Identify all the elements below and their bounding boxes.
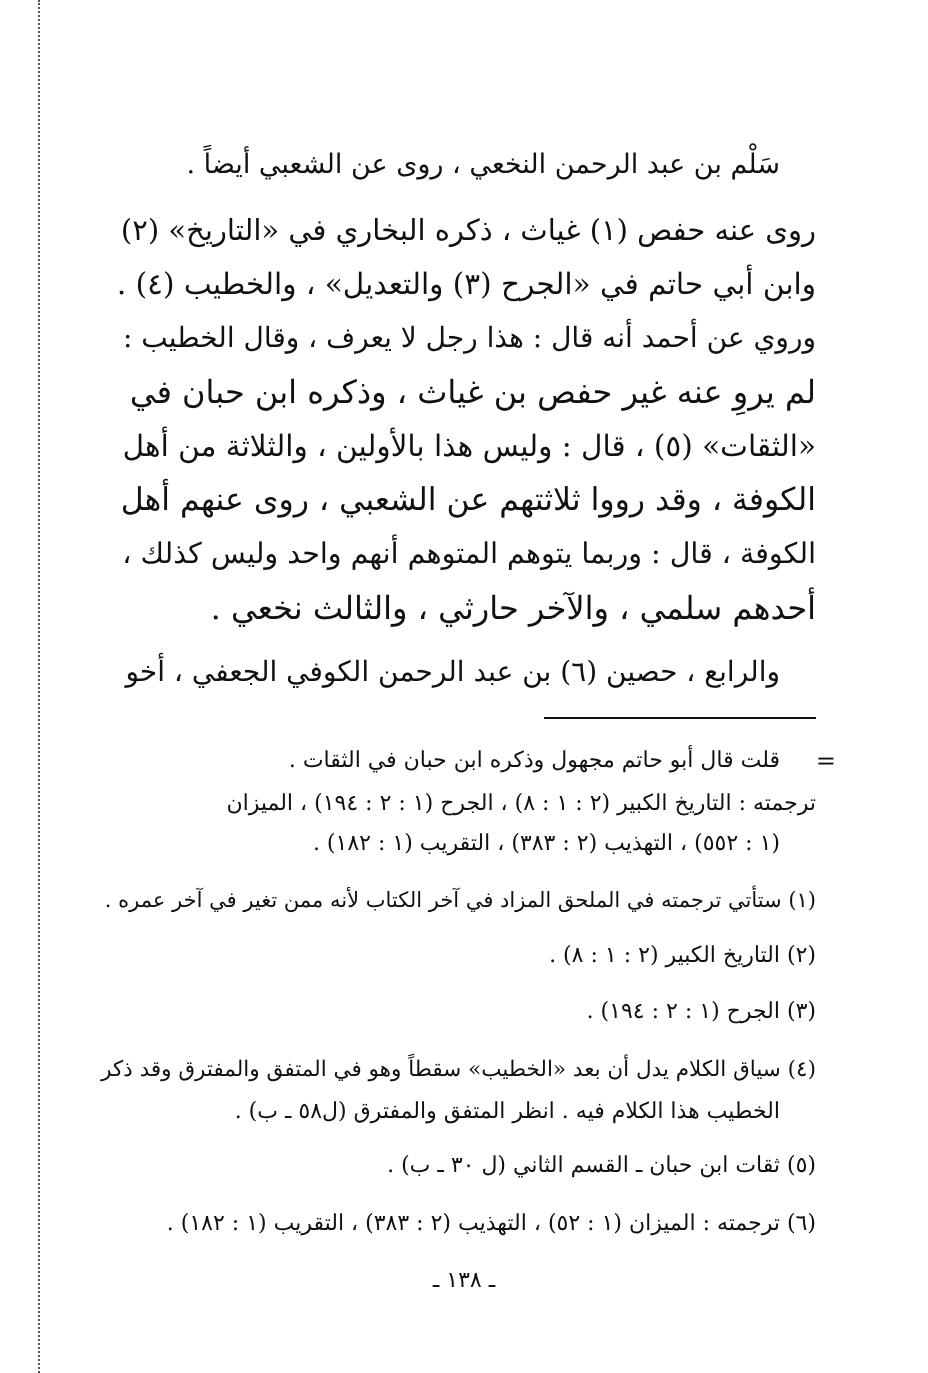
body-line-1: روى عنه حفص (١) غياث ، ذكره البخاري في «التاريخ» (٢) (120, 213, 816, 247)
footnote-5: (٥) ثقات ابن حبان ـ القسم الثاني (ل ٣٠ ـ ب) . (387, 1153, 816, 1178)
body-line-3: وروي عن أحمد أنه قال : هذا رجل لا يعرف ، وقال الخطيب : (122, 321, 816, 354)
body-line-5: «الثقات» (٥) ، قال : وليس هذا بالأولين ، والثلاثة من أهل (122, 429, 816, 463)
body-line-6: الكوفة ، وقد رووا ثلاثتهم عن الشعبي ، روى عنهم أهل (120, 482, 816, 518)
footnote-continuation-line-3: (١ : ٥٥٢) ، التهذيب (٢ : ٣٨٣) ، التقريب (١ : ١٨٢) . (312, 831, 780, 856)
footnote-continuation-line-2: ترجمته : التاريخ الكبير (٢ : ١ : ٨) ، الجرح (١ : ٢ : ١٩٤) ، الميزان (226, 791, 816, 816)
body-line-7: الكوفة ، قال : وربما يتوهم المتوهم أنهم واحد وليس كذلك ، (122, 537, 816, 570)
body-line-8: أحدهم سلمي ، والآخر حارثي ، والثالث نخعي . (210, 589, 816, 627)
footnote-3: (٣) الجرح (١ : ٢ : ١٩٤) . (586, 999, 816, 1024)
body-line-9: والرابع ، حصين (٦) بن عبد الرحمن الكوفي الجعفي ، أخو (125, 655, 780, 688)
body-line-4: لم يروِ عنه غير حفص بن غياث ، وذكره ابن حبان في (129, 373, 816, 411)
continuation-marker: = (815, 747, 836, 775)
footnote-2: (٢) التاريخ الكبير (٢ : ١ : ٨) . (549, 943, 816, 968)
entry-heading: سَلْم بن عبد الرحمن النخعي ، روى عن الشعبي أيضاً . (186, 149, 780, 180)
body-line-2: وابن أبي حاتم في «الجرح (٣) والتعديل» ، والخطيب (٤) . (116, 267, 816, 301)
footnote-continuation-line-1: قلت قال أبو حاتم مجهول وذكره ابن حبان في الثقات . (288, 748, 780, 773)
scan-margin-dots (38, 0, 40, 1373)
footnote-4-line-1: (٤) سياق الكلام يدل أن بعد «الخطيب» سقطاً وهو في المتفق والمفترق وقد ذكر (101, 1057, 816, 1082)
footnote-4-line-2: الخطيب هذا الكلام فيه . انظر المتفق والمفترق (ل٥٨ ـ ب) . (234, 1099, 780, 1124)
footnote-separator (544, 717, 816, 719)
footnote-1: (١) ستأتي ترجمته في الملحق المزاد في آخر الكتاب لأنه ممن تغير في آخر عمره . (104, 888, 816, 912)
footnote-6: (٦) ترجمته : الميزان (١ : ٥٢) ، التهذيب (٢ : ٣٨٣) ، التقريب (١ : ١٨٢) . (166, 1211, 816, 1236)
page-number: ـ ١٣٨ ـ (432, 1268, 496, 1293)
